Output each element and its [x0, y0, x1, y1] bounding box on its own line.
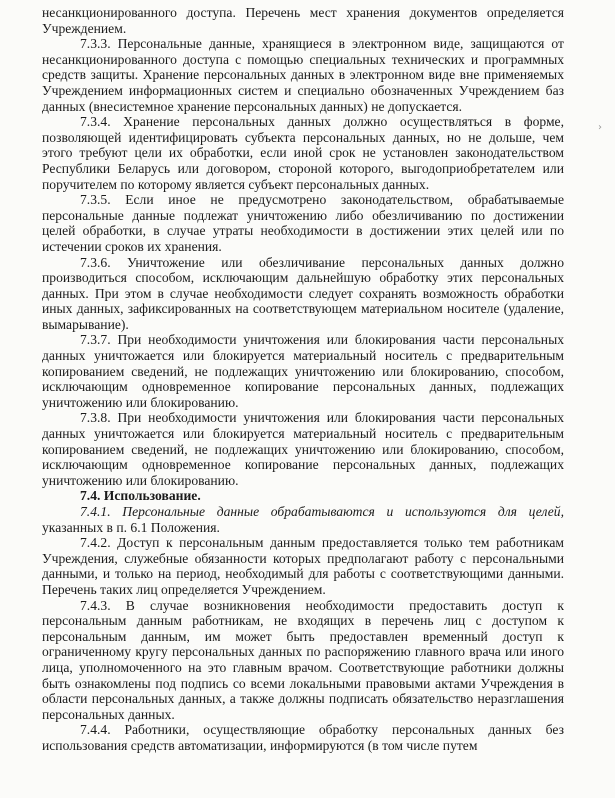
paragraph-7-3-7: 7.3.7. При необходимости уничтожения или блокирования части персональных данных уничтожается или блокируется материальный носитель с предварительным копированием сведений, не подлежащих уничтожению или блокированию, способом, исключающим одновременное копирование персональных данных, подлежащих уничтожению или блокированию. — [42, 332, 564, 410]
paragraph-7-4-3: 7.4.3. В случае возникновения необходимости предоставить доступ к персональным данным работникам, не входящих в перечень лиц с доступом к персональным данным, им может быть предоставлен временный доступ к ограниченному кругу персональных данных по распоряжению главного врача или иного лица, уполномоченного на это главным врачом. Соответствующие работники должны быть ознакомлены под подпись со всеми локальными правовыми актами Учреждения в области персональных данных, а также должны подписать обязательство неразглашения персональных данных. — [42, 597, 564, 722]
paragraph-7-3-5: 7.3.5. Если иное не предусмотрено законодательством, обрабатываемые персональные данные подлежат уничтожению либо обезличиванию по достижении целей обработки, в случае утраты необходимости в достижении этих целей или по истечении сроков их хранения. — [42, 192, 564, 254]
section-heading-7-4: 7.4. Использование. — [80, 488, 201, 504]
paragraph-7-4-1 — [42, 504, 564, 535]
paragraph-7-3-8: 7.3.8. При необходимости уничтожения или блокирования части персональных данных уничтожается или блокируется материальный носитель с предварительным копированием сведений, не подлежащих уничтожению или блокированию, способом, исключающим одновременное копирование персональных данных, подлежащих уничтожению или блокированию. — [42, 410, 564, 488]
document-page — [42, 5, 564, 754]
paragraph-7-4-4: 7.4.4. Работники, осуществляющие обработку персональных данных без использования средств автоматизации, информируются (в том числе путем — [42, 722, 564, 753]
paragraph-7-4-1-italic: 7.4.1. Персональные данные обрабатываются и используются для целей, — [80, 504, 564, 519]
paragraph-7-4-2: 7.4.2. Доступ к персональным данным предоставляется только тем работникам Учреждения, служебные обязанности которых предполагают работу с персональными данными, и только на период, необходимый для работы с соответствующими данными. Перечень таких лиц определяется Учреждением. — [42, 535, 564, 597]
paragraph-7-3-6: 7.3.6. Уничтожение или обезличивание персональных данных должно производиться способом, исключающим дальнейшую обработку этих персональных данных. При этом в случае необходимости следует сохранять возможность обработки иных данных, зафиксированных на соответствующем материальном носителе (удаление, вымарывание). — [42, 254, 564, 332]
margin-pen-mark: › — [598, 122, 602, 133]
paragraph-7-4-1-rest: указанных в п. 6.1 Положения. — [42, 519, 220, 535]
paragraph-7-3-3: 7.3.3. Персональные данные, хранящиеся в электронном виде, защищаются от несанкционированного доступа с помощью специальных технических и программных средств защиты. Хранение персональных данных в электронном виде вне применяемых Учреждением информационных систем и специально обозначенных Учреждением баз данных (внесистемное хранение персональных данных) не допускается. — [42, 36, 564, 114]
paragraph-continuation: несанкционированного доступа. Перечень мест хранения документов определяется Учреждением. — [42, 5, 564, 36]
paragraph-7-3-4: 7.3.4. Хранение персональных данных должно осуществляться в форме, позволяющей идентифицировать субъекта персональных данных, но не дольше, чем этого требуют цели их обработки, если иной срок не установлен законодательством Республики Беларусь или договором, стороной которого, выгодоприобретателем или поручителем по которому является субъект персональных данных. — [42, 114, 564, 192]
